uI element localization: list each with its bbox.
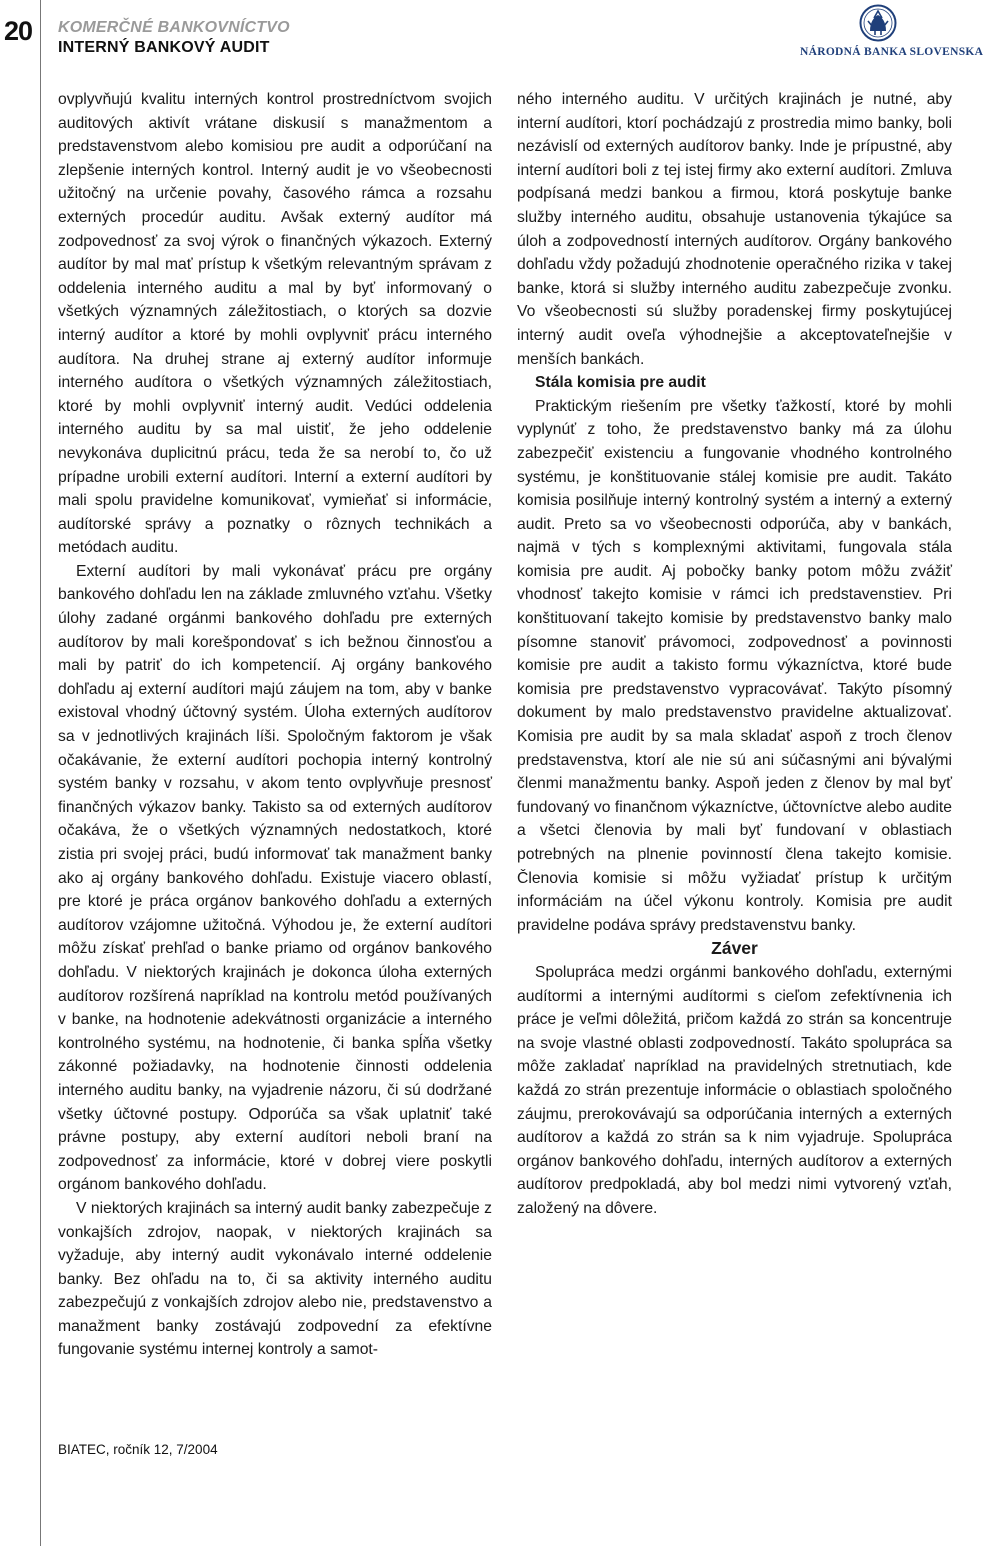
footer-citation: BIATEC, ročník 12, 7/2004 [58, 1442, 218, 1457]
paragraph: V niektorých krajinách sa interný audit banky zabezpečuje z vonkajších zdrojov, naopak, v niektorých krajinách sa vyžaduje, aby interný audit vykonávalo interné oddelenie banky. Bez ohľadu na to, či sa aktivity interného auditu zabezpečujú z vonkajších zdrojov alebo nie, predstavenstvo a manažment banky zostávajú zodpovední za efektívne fungovanie systému internej kontroly a samot- [58, 1199, 492, 1359]
subsection-title: INTERNÝ BANKOVÝ AUDIT [58, 39, 270, 56]
right-column [517, 88, 952, 1221]
nbs-emblem-icon [858, 4, 898, 42]
paragraph: Spolupráca medzi orgánmi bankového dohľadu, externými audítormi a internými audítormi s cieľom zefektívnenia ich práce je veľmi dôležitá, pričom každá zo strán sa koncentruje na svoje vlastné oblasti zodpovedností. Takáto spolupráca sa môže zakladať napríklad na pravidelných stretnutiach, kde každá zo strán prezentuje informácie o oblastiach spoločného záujmu, prerokovávajú sa odporúčania interných a externých audítorov a každá zo strán sa k nim vyjadruje. Spolupráca orgánov bankového dohľadu, interných audítorov a externých audítorov predpokladá, aby bol medzi nimi vytvorený vzťah, založený na dôvere. [517, 963, 952, 1217]
section-title: KOMERČNÉ BANKOVNÍCTVO [58, 19, 290, 36]
paragraph: ovplyvňujú kvalitu interných kontrol prostredníctvom svojich auditových aktivít vrátane diskusií s manažmentom a predstavenstvom alebo komisiou pre audit a odporúčaní na zlepšenie interných kontrol. Interný audit je vo všeobecnosti užitočný na určenie povahy, časového rámca a rozsahu externých procedúr auditu. Avšak externý audítor má zodpovednosť za svoj výrok o finančných výkazoch. Externý audítor by mal mať prístup k všetkým relevantným správam z oddelenia interného auditu a mal by byť informovaný o všetkých významných záležitostiach, o ktorých sa dozvie interný audítor a ktoré by mohli ovplyvniť prácu interného audítora. Na druhej strane aj externý audítor informuje interného audítora o všetkých významných záležitostiach, ktoré by mohli ovplyvniť interný audit. Vedúci oddelenia interného auditu by sa mal uistiť, že jeho oddelenie nevykonáva duplicitnú prácu, teda že sa nerobí to, čo už prípadne urobili externí audítori. Interní a externí audítori by mali spolu pravidelne komunikovať, vymieňať si informácie, audítorské správy a poznatky o rôznych technikách a metódach auditu. [58, 91, 492, 557]
page-number: 20 [4, 16, 33, 46]
margin-rule [40, 0, 41, 1546]
section-heading: Stála komisia pre audit [535, 374, 706, 392]
logo-text: NÁRODNÁ BANKA SLOVENSKA [800, 46, 983, 58]
paragraph: ného interného auditu. V určitých krajinách je nutné, aby interní audítori, ktorí pochádzajú z prostredia mimo banky, boli nezávislí od externých audítorov banky. Inde je prípustné, aby interní audítori boli z tej istej firmy ako externí audítori. Zmluva podpísaná medzi bankou a firmou, ktorá poskytuje banke služby interného auditu, obsahuje ustanovenia týkajúce sa úloh a zodpovedností interných audítorov. Orgány bankového dohľadu vždy požadujú zhodnotenie operačného rizika v takej banke, ktorá si služby interného auditu zabezpečuje zvonku. Vo všeobecnosti sú služby poradenskej firmy poskytujúcej interný audit oveľa výhodnejšie a akceptovateľnejšie v menších bankách. [517, 91, 952, 368]
left-column [58, 88, 492, 1362]
paragraph: Externí audítori by mali vykonávať prácu pre orgány bankového dohľadu len na základe zmluvného vzťahu. Všetky úlohy zadané orgánmi bankového dohľadu pre externých audítorov by mali korešpondovať s ich bežnou činnosťou a mali by patriť do ich kompetencií. Aj orgány bankového dohľadu aj externí audítori majú záujem na tom, aby v banke existoval vhodný účtovný systém. Úloha externých audítorov sa v jednotlivých krajinách líši. Spoločným faktorom je však očakávanie, že externí audítori pochopia interný kontrolný systém banky v rozsahu, v akom tento ovplyvňuje presnosť finančných výkazov banky. Takisto sa od externých audítorov očakáva, že o všetkých významných nedostatkoch, ktoré zistia pri svojej práci, budú informovať tak manažment banky ako aj orgány bankového dohľadu. Existuje viacero oblastí, pre ktoré je práca orgánov bankového dohľadu a externých audítorov vzájomne užitočná. Výhodou je, že externí audítori môžu získať prehľad o banke priamo od orgánov bankového dohľadu. V niektorých krajinách je dokonca úloha externých audítorov rozšírená napríklad na kontrolu metód používaných v banke, na hodnotenie adekvátnosti organizácie a interného kontrolného systému, na hodnotenie, či banka spĺňa všetky zákonné požiadavky, na hodnotenie činnosti oddelenia interného auditu banky, na vyjadrenie názoru, či sú dodržané všetky účtovné postupy. Odporúča sa však uplatniť také právne postupy, aby externí audítori neboli braní na zodpovednosť za informácie, ktoré v dobrej viere poskytli orgánom bankového dohľadu. [58, 562, 492, 1194]
paragraph: Praktickým riešením pre všetky ťažkostí, ktoré by mohli vyplynúť z toho, že predstavenstvo banky má za úlohu zabezpečiť existenciu a fungovanie vhodného kontrolného systému, je konštituovanie stálej komisie pre audit. Takáto komisia posilňuje interný kontrolný systém a interný a externý audit. Preto sa vo všeobecnosti odporúča, aby v bankách, najmä v tých s komplexnými aktivitami, fungovala stála komisia pre audit. Aj pobočky banky potom môžu zvážiť vhodnosť takejto komisie v rámci ich predstavenstiev. Pri konštituovaní takejto komisie by predstavenstvo banky malo písomne stanoviť právomoci, zodpovednosť a povinnosti komisie pre audit a takisto formu výkazníctva, ktoré bude komisia pre predstavenstvo vypracovávať. Takýto písomný dokument by malo predstavenstvo pravidelne aktualizovať. Komisia pre audit by sa mala skladať aspoň z troch členov predstavenstva, ktorí ale nie sú ani súčasnými ani bývalými členmi manažmentu banky. Aspoň jeden z členov by mal byť fundovaný vo finančnom výkazníctve, účtovníctve alebo audite a všetci členovia by mali byť fundovaní v oblastiach potrebných na plnenie povinností člena takejto komisie. Členovia komisie si môžu vyžiadať prístup k určitým informáciám na účel výkonu kontroly. Komisia pre audit pravidelne podáva správy predstavenstvu banky. [517, 397, 952, 934]
section-heading: Záver [711, 938, 758, 959]
nbs-logo [800, 4, 983, 64]
